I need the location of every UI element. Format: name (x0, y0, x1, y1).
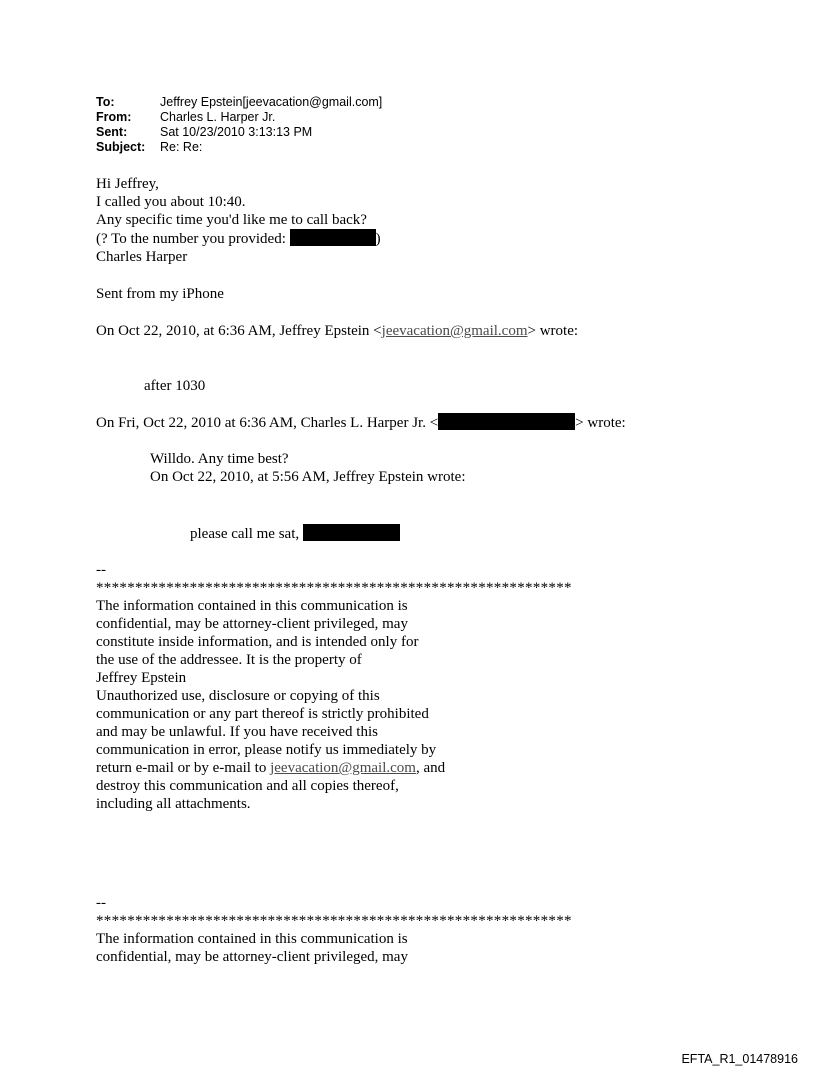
disclaimer-line: Unauthorized use, disclosure or copying of this (96, 688, 380, 704)
disclaimer-line: and may be unlawful. If you have received this (96, 724, 378, 740)
disclaimer-line: the use of the addressee. It is the property of (96, 652, 362, 668)
redaction-box (290, 229, 376, 246)
to-label: To: (96, 95, 115, 109)
bates-number: EFTA_R1_01478916 (681, 1052, 798, 1066)
disclaimer2-dashes: -- (96, 895, 106, 911)
subject-value: Re: Re: (160, 140, 203, 154)
disclaimer2-line: The information contained in this communication is (96, 931, 408, 947)
return-email-link[interactable]: jeevacation@gmail.com (270, 760, 416, 776)
disclaimer-block (96, 561, 572, 813)
disclaimer-line: confidential, may be attorney-client privileged, may (96, 616, 408, 632)
quote3-text: please call me sat, (190, 526, 300, 542)
disclaimer-line: The information contained in this communication is (96, 598, 408, 614)
quote1-body: after 1030 (144, 378, 206, 394)
return-suffix: , and (415, 760, 446, 776)
greeting: Hi Jeffrey, (96, 176, 159, 192)
redaction-box (438, 413, 575, 430)
sent-label: Sent: (96, 125, 128, 139)
redaction-box (303, 524, 400, 541)
quote2-header (96, 413, 626, 432)
disclaimer-return-line (96, 759, 572, 777)
subject-label: Subject: (96, 140, 146, 154)
quote3-body (190, 524, 400, 543)
quote1-suffix: > wrote: (527, 323, 579, 339)
disclaimer-line: communication or any part thereof is strictly prohibited (96, 706, 429, 722)
quote1-prefix: On Oct 22, 2010, at 6:36 AM, Jeffrey Epstein < (96, 323, 382, 339)
disclaimer2-block (96, 894, 572, 966)
signature: Charles Harper (96, 249, 188, 265)
from-value: Charles L. Harper Jr. (160, 110, 276, 124)
quote1-email-link[interactable]: jeevacation@gmail.com (381, 323, 528, 339)
disclaimer-line: communication in error, please notify us immediately by (96, 742, 437, 758)
quote2-suffix: > wrote: (575, 415, 626, 431)
to-row (96, 95, 382, 110)
disclaimer-dashes: -- (96, 562, 106, 578)
disclaimer-line: including all attachments. (96, 796, 251, 812)
quote2-line-2: On Oct 22, 2010, at 5:56 AM, Jeffrey Epstein wrote: (150, 469, 466, 485)
sent-row (96, 125, 382, 140)
quote2-line-1: Willdo. Any time best? (150, 451, 289, 467)
from-row (96, 110, 382, 125)
quote2-prefix: On Fri, Oct 22, 2010 at 6:36 AM, Charles L. Harper Jr. < (96, 415, 439, 431)
reply-line-3 (96, 229, 381, 248)
reply-line-1: I called you about 10:40. (96, 194, 246, 210)
disclaimer-line: constitute inside information, and is intended only for (96, 634, 419, 650)
disclaimer-line: destroy this communication and all copies thereof, (96, 778, 399, 794)
sent-from-line: Sent from my iPhone (96, 286, 224, 302)
quote1-header (96, 322, 578, 340)
disclaimer2-stars: ************************************************************* (96, 913, 572, 929)
disclaimer2-line: confidential, may be attorney-client privileged, may (96, 949, 408, 965)
reply-line-3-suffix: ) (375, 231, 381, 247)
reply-line-3-prefix: (? To the number you provided: (96, 231, 290, 247)
subject-row (96, 140, 382, 155)
reply-body (96, 175, 381, 266)
email-header (96, 95, 382, 155)
sent-value: Sat 10/23/2010 3:13:13 PM (160, 125, 313, 139)
disclaimer-line: Jeffrey Epstein (96, 670, 187, 686)
to-value: Jeffrey Epstein[jeevacation@gmail.com] (160, 95, 383, 109)
disclaimer-stars: ************************************************************* (96, 580, 572, 596)
from-label: From: (96, 110, 132, 124)
reply-line-2: Any specific time you'd like me to call back? (96, 212, 367, 228)
return-prefix: return e-mail or by e-mail to (96, 760, 271, 776)
quote2-body (150, 450, 466, 486)
